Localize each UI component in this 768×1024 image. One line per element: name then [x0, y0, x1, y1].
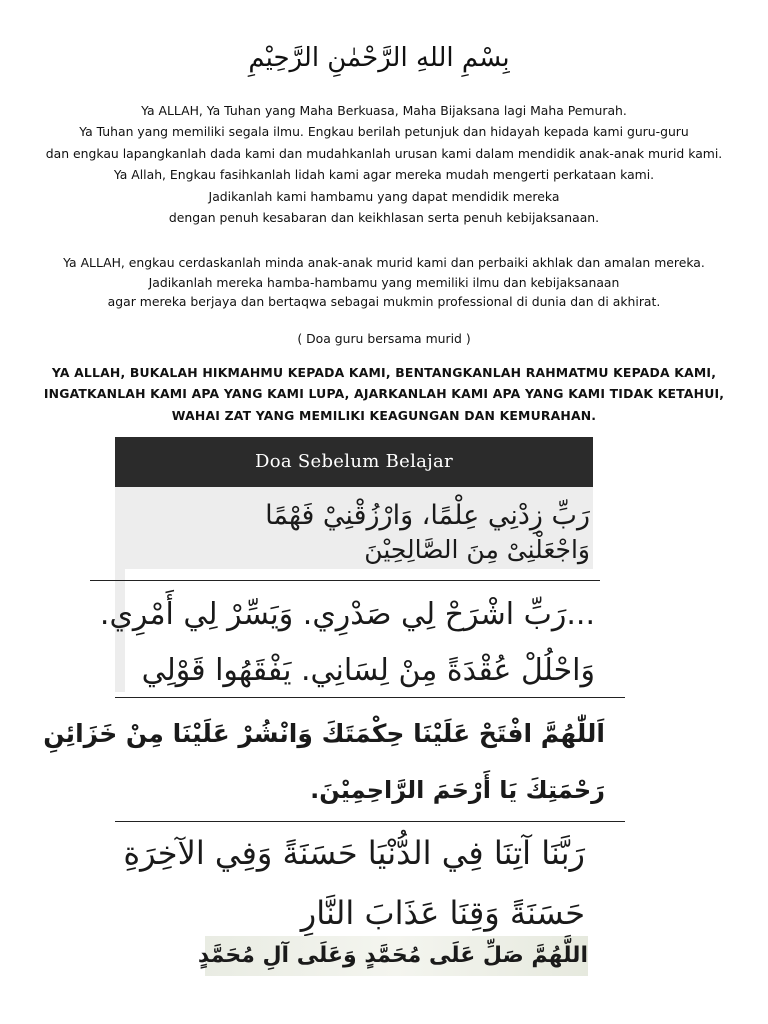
doa-guru-line: Ya ALLAH, Ya Tuhan yang Maha Berkuasa, Maha Bijaksana lagi Maha Pemurah.	[141, 103, 627, 118]
doa-murid-line: Jadikanlah mereka hamba-hambamu yang memiliki ilmu dan kebijaksanaan	[148, 274, 620, 290]
doa-guru-line: Ya Allah, Engkau fasihkanlah lidah kami agar mereka mudah mengerti perkataan kami.	[113, 167, 655, 183]
doa-guru-line: Ya Tuhan yang memiliki segala ilmu. Engkau berilah petunjuk dan hidayah kepada kami guru-guru	[79, 124, 689, 140]
doa-murid-line: agar mereka berjaya dan bertaqwa sebagai mukmin professional di dunia dan di akhirat.	[107, 294, 661, 310]
arabic-verse-line: اَللّٰهُمَّ افْتَحْ عَلَيْنَا حِكْمَتَكَ وَانْشُرْ عَلَيْنَا مِنْ خَزَائِنِ	[43, 719, 605, 748]
arabic-verse-line: رَبِّ زِدْنِي عِلْمًا، وَارْزُقْنِيْ فَهْمًا	[265, 500, 590, 531]
section-divider	[115, 821, 625, 822]
doa-guru-line: dengan penuh kesabaran dan keikhlasan serta penuh kebijaksanaan.	[168, 210, 600, 226]
salawat-text: اللَّهُمَّ صَلِّ عَلَى مُحَمَّدٍ وَعَلَى آلِ مُحَمَّدٍ	[197, 943, 588, 968]
doa-bersama-line: YA ALLAH, BUKALAH HIKMAHMU KEPADA KAMI, BENTANGKANLAH RAHMATMU KEPADA KAMI,	[51, 365, 717, 380]
doa-guru-line: Jadikanlah kami hambamu yang dapat mendidik mereka	[208, 188, 560, 204]
section-divider	[115, 697, 625, 698]
arabic-verse-line: رَبَّنَا آتِنَا فِي الدُّنْيَا حَسَنَةً وَفِي الآخِرَةِ	[123, 834, 585, 872]
salawat-banner	[197, 936, 588, 976]
arabic-verse-line: وَاجْعَلْنِىْ مِنَ الصَّالِحِيْنَ	[364, 535, 590, 564]
doa-murid-paragraph	[0, 253, 768, 312]
doa-bersama-line: WAHAI ZAT YANG MEMILIKI KEAGUNGAN DAN KEMURAHAN.	[171, 407, 597, 423]
doa-bersama-line: INGATKANLAH KAMI APA YANG KAMI LUPA, AJARKANLAH KAMI APA YANG KAMI TIDAK KETAHUI,	[43, 386, 725, 402]
arabic-verse-line: رَحْمَتِكَ يَا أَرْحَمَ الرَّاحِمِيْنَ.	[310, 776, 605, 804]
arabic-verse-line: وَاحْلُلْ عُقْدَةً مِنْ لِسَانِي. يَفْقَهُوا قَوْلِي	[141, 653, 595, 688]
doa-guru-line: dan engkau lapangkanlah dada kami dan mudahkanlah urusan kami dalam mendidik anak-anak murid kami.	[45, 145, 723, 161]
bismillah-calligraphy: بِسْمِ اللهِ الرَّحْمٰنِ الرَّحِيْمِ	[248, 43, 510, 73]
doa-bersama-paragraph	[0, 362, 768, 426]
doa-murid-line: Ya ALLAH, engkau cerdaskanlah minda anak-anak murid kami dan perbaiki akhlak dan amalan mereka.	[63, 255, 705, 270]
arabic-verse-line: حَسَنَةً وَقِنَا عَذَابَ النَّارِ	[300, 894, 585, 932]
doa-caption: ( Doa guru bersama murid )	[297, 331, 471, 346]
doa-guru-paragraph	[0, 100, 768, 228]
section-divider	[90, 580, 600, 581]
arabic-verse-line: ...رَبِّ اشْرَحْ لِي صَدْرِي. وَيَسِّرْ لِي أَمْرِي.	[99, 597, 595, 632]
doa-sebelum-belajar-title: Doa Sebelum Belajar	[115, 437, 593, 487]
